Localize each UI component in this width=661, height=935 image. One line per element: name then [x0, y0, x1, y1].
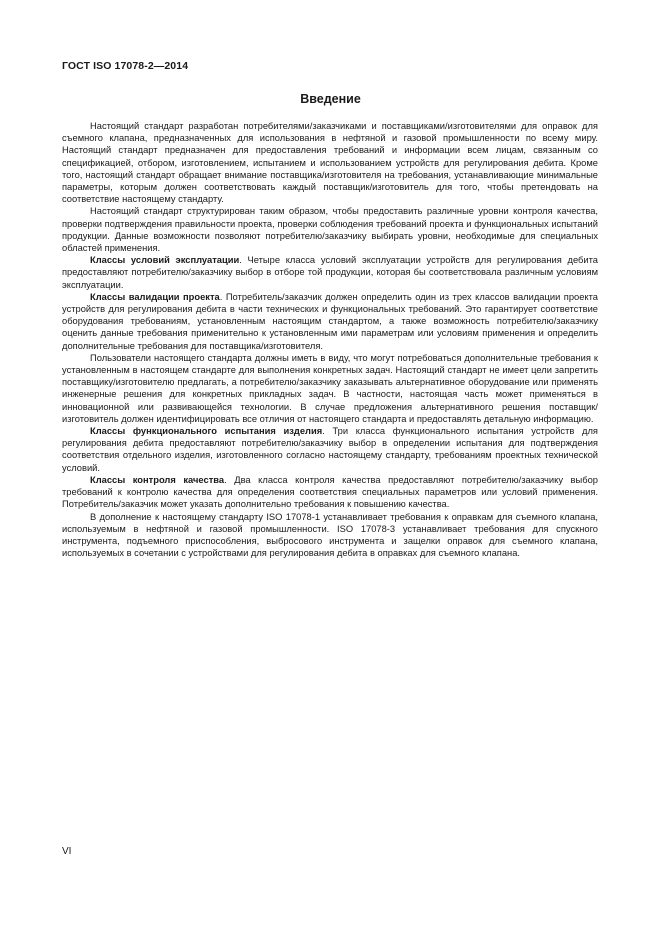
paragraph-text: Пользователи настоящего стандарта должны иметь в виду, что могут потребоваться дополнительные требования к установленным в настоящем стандарте для выполнения конкретных задач. Настоящий стандарт не имеет цели запретить поставщику/изготовителю предлагать, а потребителю/заказчику заказывать альтернативное оборудование или применять инженерные решения для конкретных прикладных задач. В частности, настоящая часть может применяться в инновационной или развивающейся технологии. В случае предложения альтернативного решения поставщик/изготовитель должен идентифицировать все отличия от настоящего стандарта и предоставлять детальную информацию. [62, 352, 598, 424]
paragraph [62, 205, 598, 254]
paragraph-text: . Два класса контроля качества предоставляют потребителю/заказчику выбор требований к контролю качества для определения соответствия специальных параметров или условий применения. Потребитель/заказчик может указать дополнительно требования к повышению качества. [62, 474, 598, 510]
paragraph [62, 254, 598, 291]
body-text [62, 120, 598, 559]
paragraph [62, 120, 598, 205]
paragraph-text: . Три класса функционального испытания устройств для регулирования дебита предоставляют потребителю/заказчику выбор в определении испытания для подтверждения соответствия отдельного изделия, изготовленного согласно настоящему стандарту, требованиям проектных технической условий. [62, 426, 598, 473]
paragraph [62, 291, 598, 352]
paragraph-lead: Классы контроля качества [90, 474, 225, 485]
section-title: Введение [300, 92, 361, 106]
paragraph [62, 352, 598, 425]
paragraph-text: Настоящий стандарт структурирован таким образом, чтобы предоставить различные уровни контроля качества, проверки подтверждения правильности проекта, проверки соблюдения требований проекта и функциональных испытаний продукции. Данные возможности позволяют потребителю/заказчику выбирать уровни, необходимые для специальных областей применения. [62, 206, 598, 254]
page-number: VI [62, 846, 72, 857]
paragraph-text: В дополнение к настоящему стандарту ISO 17078-1 устанавливает требования к оправкам для съемного клапана, используемым в нефтяной и газовой промышленности. ISO 17078-3 устанавливает требования для спускного инструмента, подъемного приспособления, выбросового инструмента и защелки оправок для съемного клапана, используемых в сочетании с устройствами для регулирования дебита в оправках для съемного клапана. [62, 511, 598, 559]
paragraph-lead: Классы валидации проекта [90, 291, 220, 302]
paragraph-lead: Классы условий эксплуатации [90, 255, 240, 266]
paragraph [62, 425, 598, 474]
paragraph-lead: Классы функционального испытания изделия [90, 426, 323, 437]
paragraph [62, 474, 598, 511]
paragraph-text: . Четыре класса условий эксплуатации устройств для регулирования дебита предоставляют потребителю/заказчику выбор в отборе той продукции, которая бы соответствовала различным условиям эксплуатации. [62, 255, 598, 290]
paragraph [62, 511, 598, 560]
document-header: ГОСТ ISO 17078-2—2014 [62, 60, 189, 72]
paragraph-text: Настоящий стандарт разработан потребителями/заказчиками и поставщиками/изготовителями для оправок для съемного клапана, предназначенных для использования в нефтяной и газовой промышленности по всему миру. Настоящий стандарт предназначен для предоставления требований и информации всем лицам, связанным со спецификацией, отбором, изготовлением, испытанием и использованием устройств для регулирования дебита. Кроме того, настоящий стандарт обращает внимание поставщика/изготовителя на требования, устанавливающие минимальные параметры, которым должен соответствовать каждый поставщик/изготовитель для того, чтобы претендовать на соответствие настоящему стандарту. [62, 121, 598, 205]
paragraph-text: . Потребитель/заказчик должен определить один из трех классов валидации проекта устройств для регулирования дебита в части технических и функциональных требований. Это гарантирует соответствие оборудования требованиям, установленным настоящим стандартом, а также возможность потребителю/заказчику оценить данные требования применительно к установленным ими параметрам или условиям применения и определить дополнительные требования для поставщика/изготовителя. [62, 291, 598, 351]
